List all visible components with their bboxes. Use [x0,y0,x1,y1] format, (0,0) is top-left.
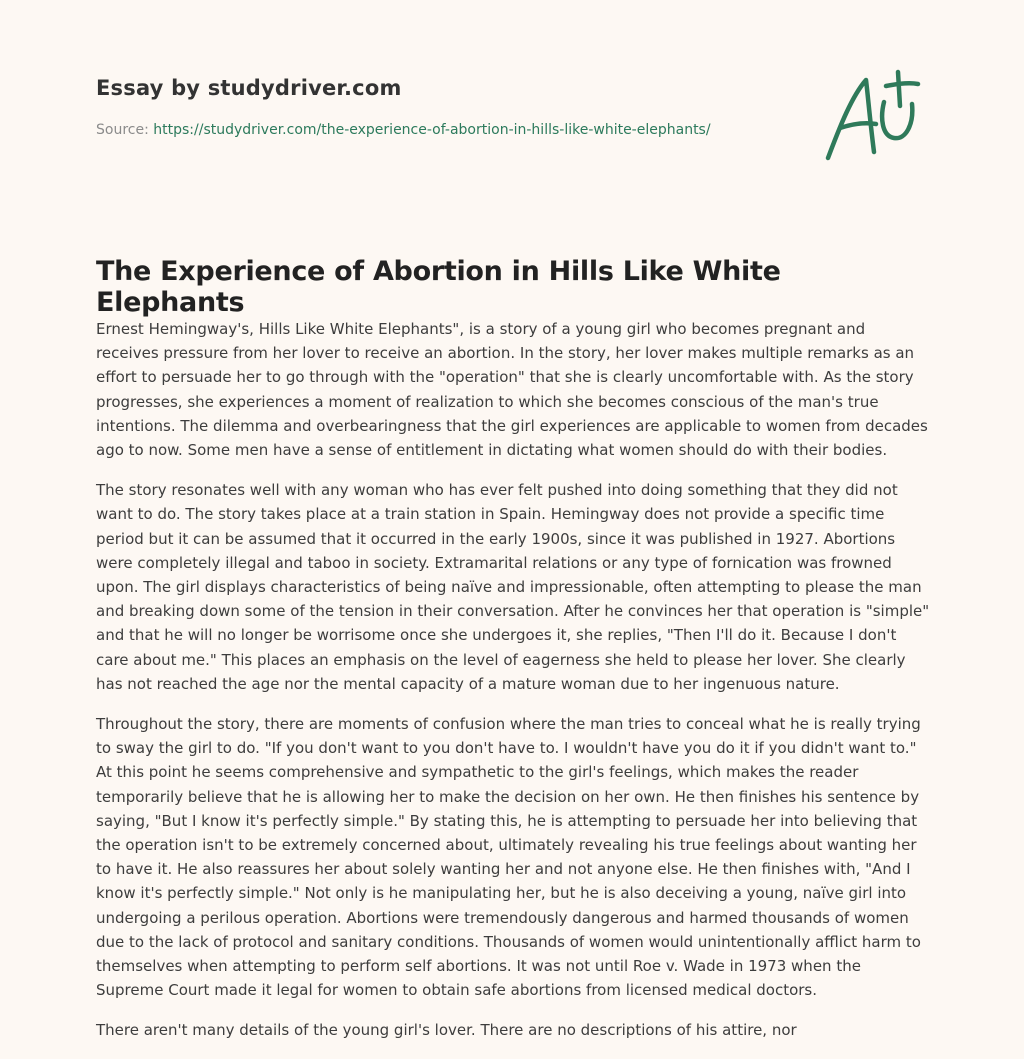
paragraph-2: The story resonates well with any woman who has ever felt pushed into doing something that they did not want to do. The story takes place at a train station in Spain. Hemingway does not provide a specific time period but it can be assumed that it occurred in the early 1900s, since it was published in 1927. Abortions were completely illegal and taboo in society. Extramarital relations or any type of fornication was frowned upon. The girl displays characteristics of being naïve and impressionable, often attempting to please the man and breaking down some of the tension in their conversation. After he convinces her that operation is "simple" and that he will no longer be worrisome once she undergoes it, she replies, "Then I'll do it. Because I don't care about me." This places an emphasis on the level of eagerness she held to please her lover. She clearly has not reached the age nor the mental capacity of a mature woman due to her ingenuous nature. [96,481,930,693]
document-header [96,76,796,138]
paragraph-1: Ernest Hemingway's, Hills Like White Elephants", is a story of a young girl who becomes pregnant and receives pressure from her lover to receive an abortion. In the story, her lover makes multiple remarks as an effort to persuade her to go through with the "operation" that she is clearly uncomfortable with. As the story progresses, she experiences a moment of realization to which she becomes conscious of the man's true intentions. The dilemma and overbearingness that the girl experiences are applicable to women from decades ago to now. Some men have a sense of entitlement in dictating what women should do with their bodies. [96,320,928,460]
essay-title: The Experience of Abortion in Hills Like White Elephants [96,256,781,318]
essay-body [96,317,932,1059]
source-line [96,122,796,138]
source-label: Source: [96,122,154,138]
a-plus-grade-logo-icon [818,66,928,166]
brand-title: Essay by studydriver.com [96,76,402,100]
paragraph-3: Throughout the story, there are moments of confusion where the man tries to conceal what he is really trying to sway the girl to do. "If you don't want to you don't have to. I wouldn't have you do it if you didn't want to." At this point he seems comprehensive and sympathetic to the girl's feelings, which makes the reader temporarily believe that he is allowing her to make the decision on her own. He then finishes his sentence by saying, "But I know it's perfectly simple." By stating this, he is attempting to persuade her into believing that the operation isn't to be extremely concerned about, ultimately revealing his true feelings about wanting her to have it. He also reassures her about solely wanting her and not anyone else. He then finishes with, "And I know it's perfectly simple." Not only is he manipulating her, but he is also deceiving a young, naïve girl into undergoing a perilous operation. Abortions were tremendously dangerous and harmed thousands of women due to the lack of protocol and sanitary conditions. Thousands of women would unintentionally afflict harm to themselves when attempting to perform self abortions. It was not until Roe v. Wade in 1973 when the Supreme Court made it legal for women to obtain safe abortions from licensed medical doctors. [96,715,921,1000]
source-link[interactable]: https://studydriver.com/the-experience-of-abortion-in-hills-like-white-elephants/ [153,122,711,138]
paragraph-4: There aren't many details of the young girl's lover. There are no descriptions of his attire, nor [96,1021,797,1040]
